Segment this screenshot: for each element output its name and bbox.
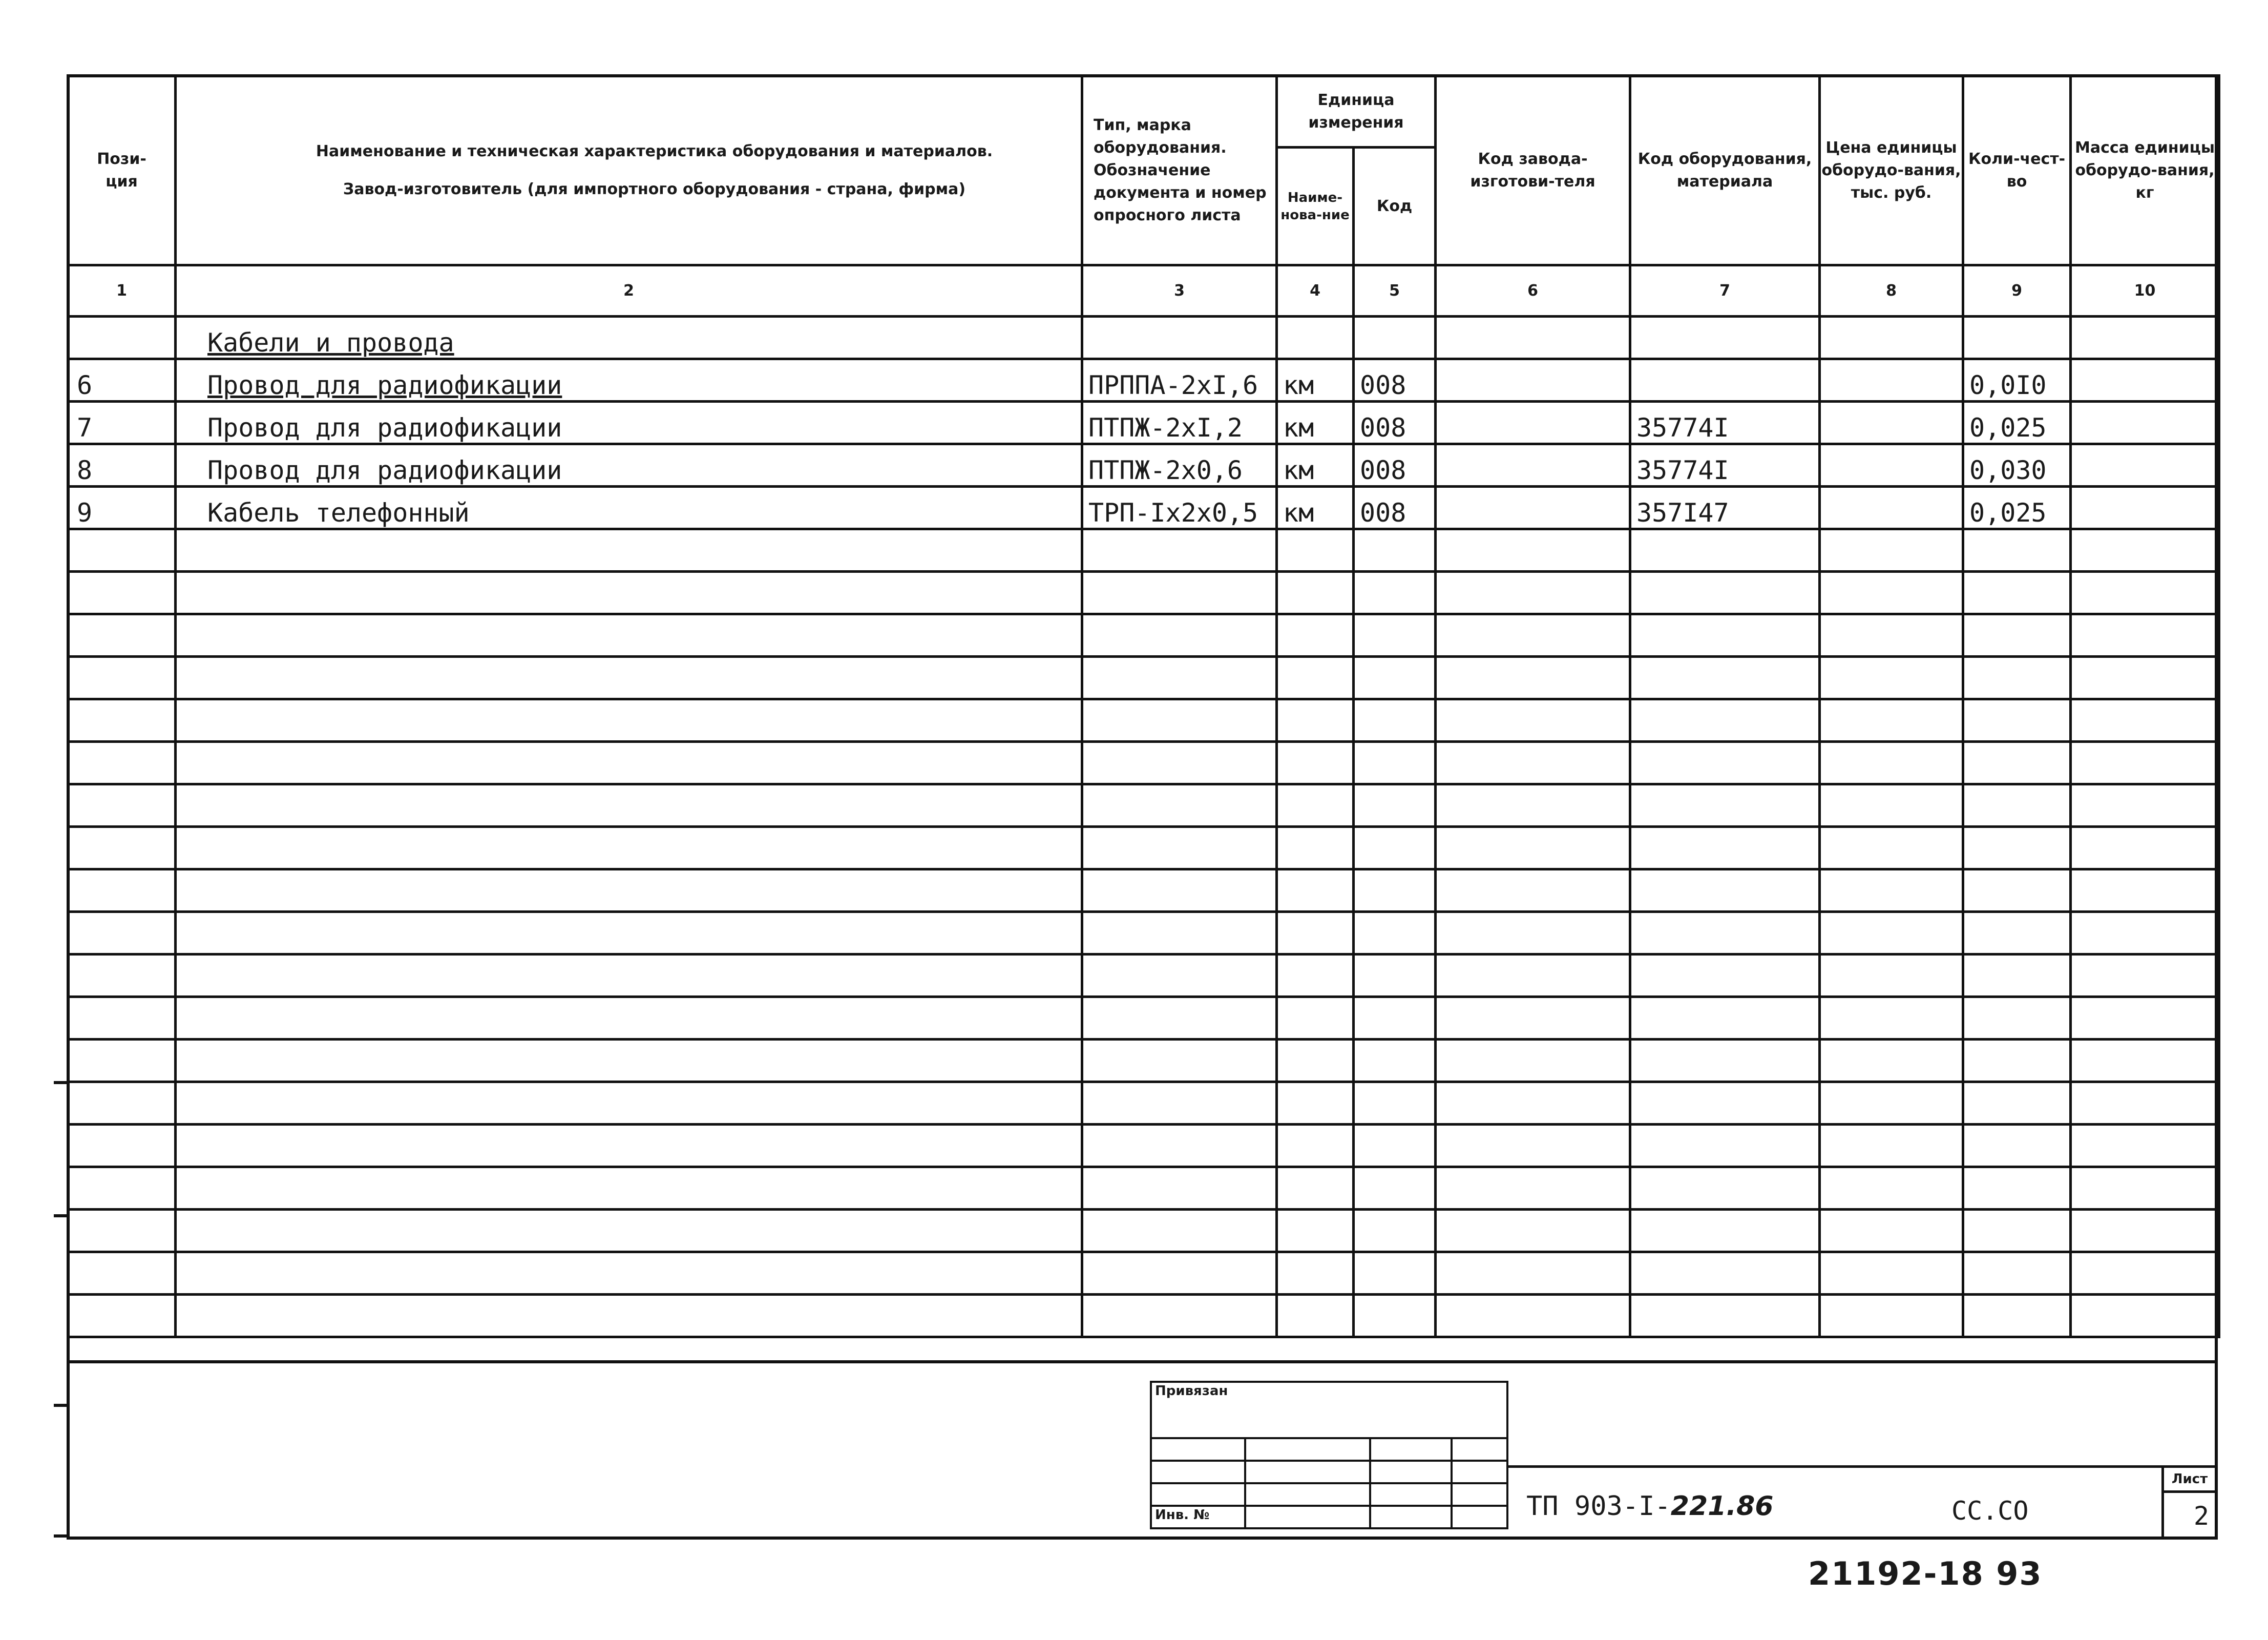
col-num: 1 <box>68 265 176 317</box>
stamp-bound-label: Привязан <box>1151 1382 1507 1438</box>
row-position: 6 <box>68 359 176 402</box>
table-row <box>68 402 2219 444</box>
specification-table <box>67 74 2220 1338</box>
empty-row <box>68 784 2219 827</box>
section-row <box>68 317 2219 359</box>
empty-row <box>68 1125 2219 1167</box>
empty-row <box>68 1210 2219 1252</box>
doc-prefix: ТП 903-I- <box>1526 1491 1671 1522</box>
table-row <box>68 444 2219 487</box>
empty-row <box>68 1295 2219 1337</box>
row-mass <box>2071 487 2219 529</box>
col-num: 8 <box>1820 265 1963 317</box>
empty-rows <box>68 529 2219 1337</box>
col-num: 10 <box>2071 265 2219 317</box>
row-unit-code: 008 <box>1354 402 1436 444</box>
col-num: 6 <box>1436 265 1630 317</box>
header-type: Тип, марка оборудования. Обозначение документа и номер опросного листа <box>1082 76 1277 265</box>
empty-row <box>68 699 2219 742</box>
row-name: Провод для радиофикации <box>207 370 562 400</box>
margin-tick <box>54 1081 67 1084</box>
sheet-label: Лист <box>2164 1468 2215 1493</box>
column-number-row <box>68 265 2219 317</box>
margin-tick <box>54 1404 67 1407</box>
table-row <box>68 359 2219 402</box>
binding-stamp <box>1150 1381 1508 1529</box>
col-num: 2 <box>176 265 1082 317</box>
row-unit: км <box>1277 359 1354 402</box>
empty-row <box>68 1082 2219 1125</box>
header-mass: Масса единицы оборудо-вания, кг <box>2071 76 2219 265</box>
empty-row <box>68 657 2219 699</box>
header-unit-name: Наиме-нова-ние <box>1277 148 1354 265</box>
col-num: 4 <box>1277 265 1354 317</box>
empty-row <box>68 572 2219 614</box>
row-maker-code <box>1436 487 1630 529</box>
row-mass <box>2071 402 2219 444</box>
empty-row <box>68 1167 2219 1210</box>
header-unit: Единица измерения <box>1277 76 1436 148</box>
sheet-number: 2 <box>2193 1501 2209 1531</box>
header-quantity: Коли-чест-во <box>1963 76 2071 265</box>
row-price <box>1820 487 1963 529</box>
sheet-box <box>2161 1465 2218 1540</box>
row-mass <box>2071 444 2219 487</box>
row-position: 8 <box>68 444 176 487</box>
row-unit: км <box>1277 487 1354 529</box>
empty-row <box>68 529 2219 572</box>
title-block-line <box>1508 1465 2161 1468</box>
row-price <box>1820 359 1963 402</box>
row-material-code <box>1630 359 1820 402</box>
empty-row <box>68 954 2219 997</box>
row-unit-code: 008 <box>1354 359 1436 402</box>
footer-line <box>67 1360 2218 1363</box>
col-num: 7 <box>1630 265 1820 317</box>
document-designation <box>1526 1491 1773 1522</box>
row-name: Кабель телефонный <box>176 487 1082 529</box>
empty-row <box>68 1040 2219 1082</box>
stamp-inv-label: Инв. № <box>1151 1506 1245 1528</box>
row-mass <box>2071 359 2219 402</box>
margin-tick <box>54 1534 67 1538</box>
empty-row <box>68 997 2219 1040</box>
margin-tick <box>54 1214 67 1217</box>
table-row <box>68 487 2219 529</box>
empty-row <box>68 742 2219 784</box>
row-quantity: 0,030 <box>1963 444 2071 487</box>
header-unit-code: Код <box>1354 148 1436 265</box>
header-name-line2: Завод-изготовитель (для импортного оборудования - страна, фирма) <box>343 180 966 198</box>
header-material-code: Код оборудования, материала <box>1630 76 1820 265</box>
col-num: 9 <box>1963 265 2071 317</box>
row-unit: км <box>1277 402 1354 444</box>
row-maker-code <box>1436 444 1630 487</box>
col-num: 3 <box>1082 265 1277 317</box>
header-price: Цена единицы оборудо-вания, тыс. руб. <box>1820 76 1963 265</box>
row-name: Провод для радиофикации <box>176 444 1082 487</box>
row-type: ПТПЖ-2хI,2 <box>1082 402 1277 444</box>
header-name-line1: Наименование и техническая характеристика оборудования и материалов. <box>316 142 993 160</box>
row-unit: км <box>1277 444 1354 487</box>
document-code: СС.СО <box>1951 1496 2029 1526</box>
empty-row <box>68 869 2219 912</box>
empty-row <box>68 912 2219 954</box>
row-type: ПРППА-2хI,6 <box>1082 359 1277 402</box>
header-row <box>68 76 2219 148</box>
row-price <box>1820 402 1963 444</box>
row-price <box>1820 444 1963 487</box>
row-name: Провод для радиофикации <box>176 402 1082 444</box>
header-maker-code: Код завода-изготови-теля <box>1436 76 1630 265</box>
row-position: 9 <box>68 487 176 529</box>
archive-number: 21192-18 93 <box>1808 1555 2043 1592</box>
row-maker-code <box>1436 402 1630 444</box>
header-position: Пози- ция <box>68 76 176 265</box>
row-position: 7 <box>68 402 176 444</box>
row-type: ПТПЖ-2х0,6 <box>1082 444 1277 487</box>
row-type: ТРП-Iх2х0,5 <box>1082 487 1277 529</box>
doc-number: 221.86 <box>1670 1491 1774 1522</box>
row-material-code: 357I47 <box>1630 487 1820 529</box>
row-quantity: 0,025 <box>1963 487 2071 529</box>
empty-row <box>68 614 2219 657</box>
empty-row <box>68 1252 2219 1295</box>
empty-row <box>68 827 2219 869</box>
row-material-code: 35774I <box>1630 444 1820 487</box>
row-unit-code: 008 <box>1354 444 1436 487</box>
row-material-code: 35774I <box>1630 402 1820 444</box>
section-title: Кабели и провода <box>207 328 454 358</box>
col-num: 5 <box>1354 265 1436 317</box>
row-quantity: 0,025 <box>1963 402 2071 444</box>
row-quantity: 0,0I0 <box>1963 359 2071 402</box>
row-maker-code <box>1436 359 1630 402</box>
row-unit-code: 008 <box>1354 487 1436 529</box>
header-name <box>176 76 1082 265</box>
